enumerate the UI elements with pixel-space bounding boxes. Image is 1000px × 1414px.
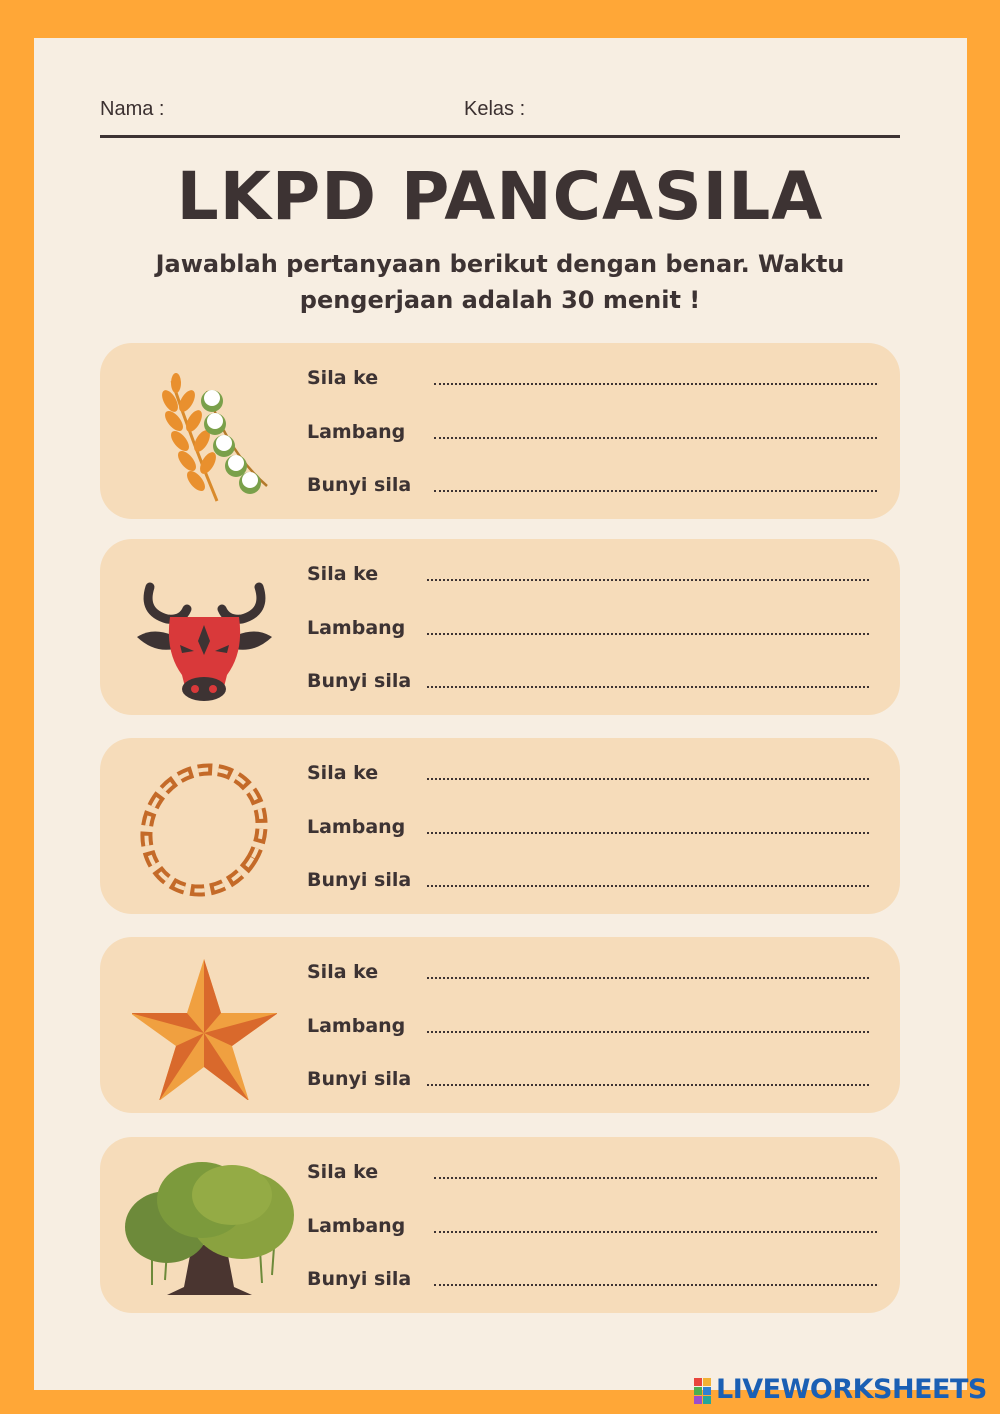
bunyi-sila-field[interactable] xyxy=(307,470,877,500)
bunyi-sila-label: Bunyi sila xyxy=(307,869,412,891)
answer-line[interactable] xyxy=(434,1284,877,1286)
kelas-label: Kelas : xyxy=(464,98,526,120)
sila-ke-field[interactable] xyxy=(307,758,869,788)
sila-card-2 xyxy=(100,539,900,715)
pohon-beringin-icon xyxy=(122,1155,297,1295)
bunyi-sila-label: Bunyi sila xyxy=(307,1068,412,1090)
lambang-field[interactable] xyxy=(307,1211,877,1241)
answer-line[interactable] xyxy=(434,490,877,492)
sila-ke-label: Sila ke xyxy=(307,1161,379,1183)
answer-line[interactable] xyxy=(434,383,877,385)
sila-ke-field[interactable] xyxy=(307,559,869,589)
lambang-label: Lambang xyxy=(307,1215,406,1237)
header-divider xyxy=(100,135,900,138)
lambang-label: Lambang xyxy=(307,816,406,838)
bunyi-sila-field[interactable] xyxy=(307,865,869,895)
sila-ke-field[interactable] xyxy=(307,363,877,393)
answer-line[interactable] xyxy=(434,437,877,439)
lambang-label: Lambang xyxy=(307,1015,406,1037)
lambang-field[interactable] xyxy=(307,812,869,842)
answer-line[interactable] xyxy=(427,778,869,780)
sila-ke-field[interactable] xyxy=(307,1157,877,1187)
sila-ke-field[interactable] xyxy=(307,957,869,987)
sila-card-1 xyxy=(100,343,900,519)
lambang-field[interactable] xyxy=(307,1011,869,1041)
sila-card-3 xyxy=(100,738,900,914)
padi-kapas-icon xyxy=(132,361,277,501)
sila-card-5 xyxy=(100,1137,900,1313)
bunyi-sila-label: Bunyi sila xyxy=(307,474,412,496)
instruction-text: Jawablah pertanyaan berikut dengan benar. Waktu pengerjaan adalah 30 menit ! xyxy=(155,250,845,314)
sila-ke-label: Sila ke xyxy=(307,563,379,585)
nama-label: Nama : xyxy=(100,98,165,120)
bunyi-sila-field[interactable] xyxy=(307,1264,877,1294)
bunyi-sila-field[interactable] xyxy=(307,666,869,696)
sila-ke-label: Sila ke xyxy=(307,367,379,389)
answer-line[interactable] xyxy=(427,885,869,887)
sila-ke-label: Sila ke xyxy=(307,762,379,784)
sila-ke-label: Sila ke xyxy=(307,961,379,983)
answer-line[interactable] xyxy=(427,1084,869,1086)
page-title: LKPD PANCASILA xyxy=(176,158,824,235)
answer-line[interactable] xyxy=(434,1177,877,1179)
kepala-banteng-icon xyxy=(132,557,277,697)
rantai-icon xyxy=(132,756,277,896)
liveworksheets-logo-icon xyxy=(694,1378,712,1404)
bunyi-sila-label: Bunyi sila xyxy=(307,1268,412,1290)
bunyi-sila-field[interactable] xyxy=(307,1064,869,1094)
lambang-label: Lambang xyxy=(307,617,406,639)
answer-line[interactable] xyxy=(434,1231,877,1233)
answer-line[interactable] xyxy=(427,686,869,688)
answer-line[interactable] xyxy=(427,832,869,834)
bunyi-sila-label: Bunyi sila xyxy=(307,670,412,692)
student-info-row xyxy=(100,96,900,126)
lambang-field[interactable] xyxy=(307,417,877,447)
answer-line[interactable] xyxy=(427,633,869,635)
bintang-icon xyxy=(132,955,277,1095)
lambang-field[interactable] xyxy=(307,613,869,643)
answer-line[interactable] xyxy=(427,977,869,979)
answer-line[interactable] xyxy=(427,1031,869,1033)
liveworksheets-wordmark: LIVEWORKSHEETS xyxy=(716,1374,987,1405)
sila-card-4 xyxy=(100,937,900,1113)
lambang-label: Lambang xyxy=(307,421,406,443)
answer-line[interactable] xyxy=(427,579,869,581)
